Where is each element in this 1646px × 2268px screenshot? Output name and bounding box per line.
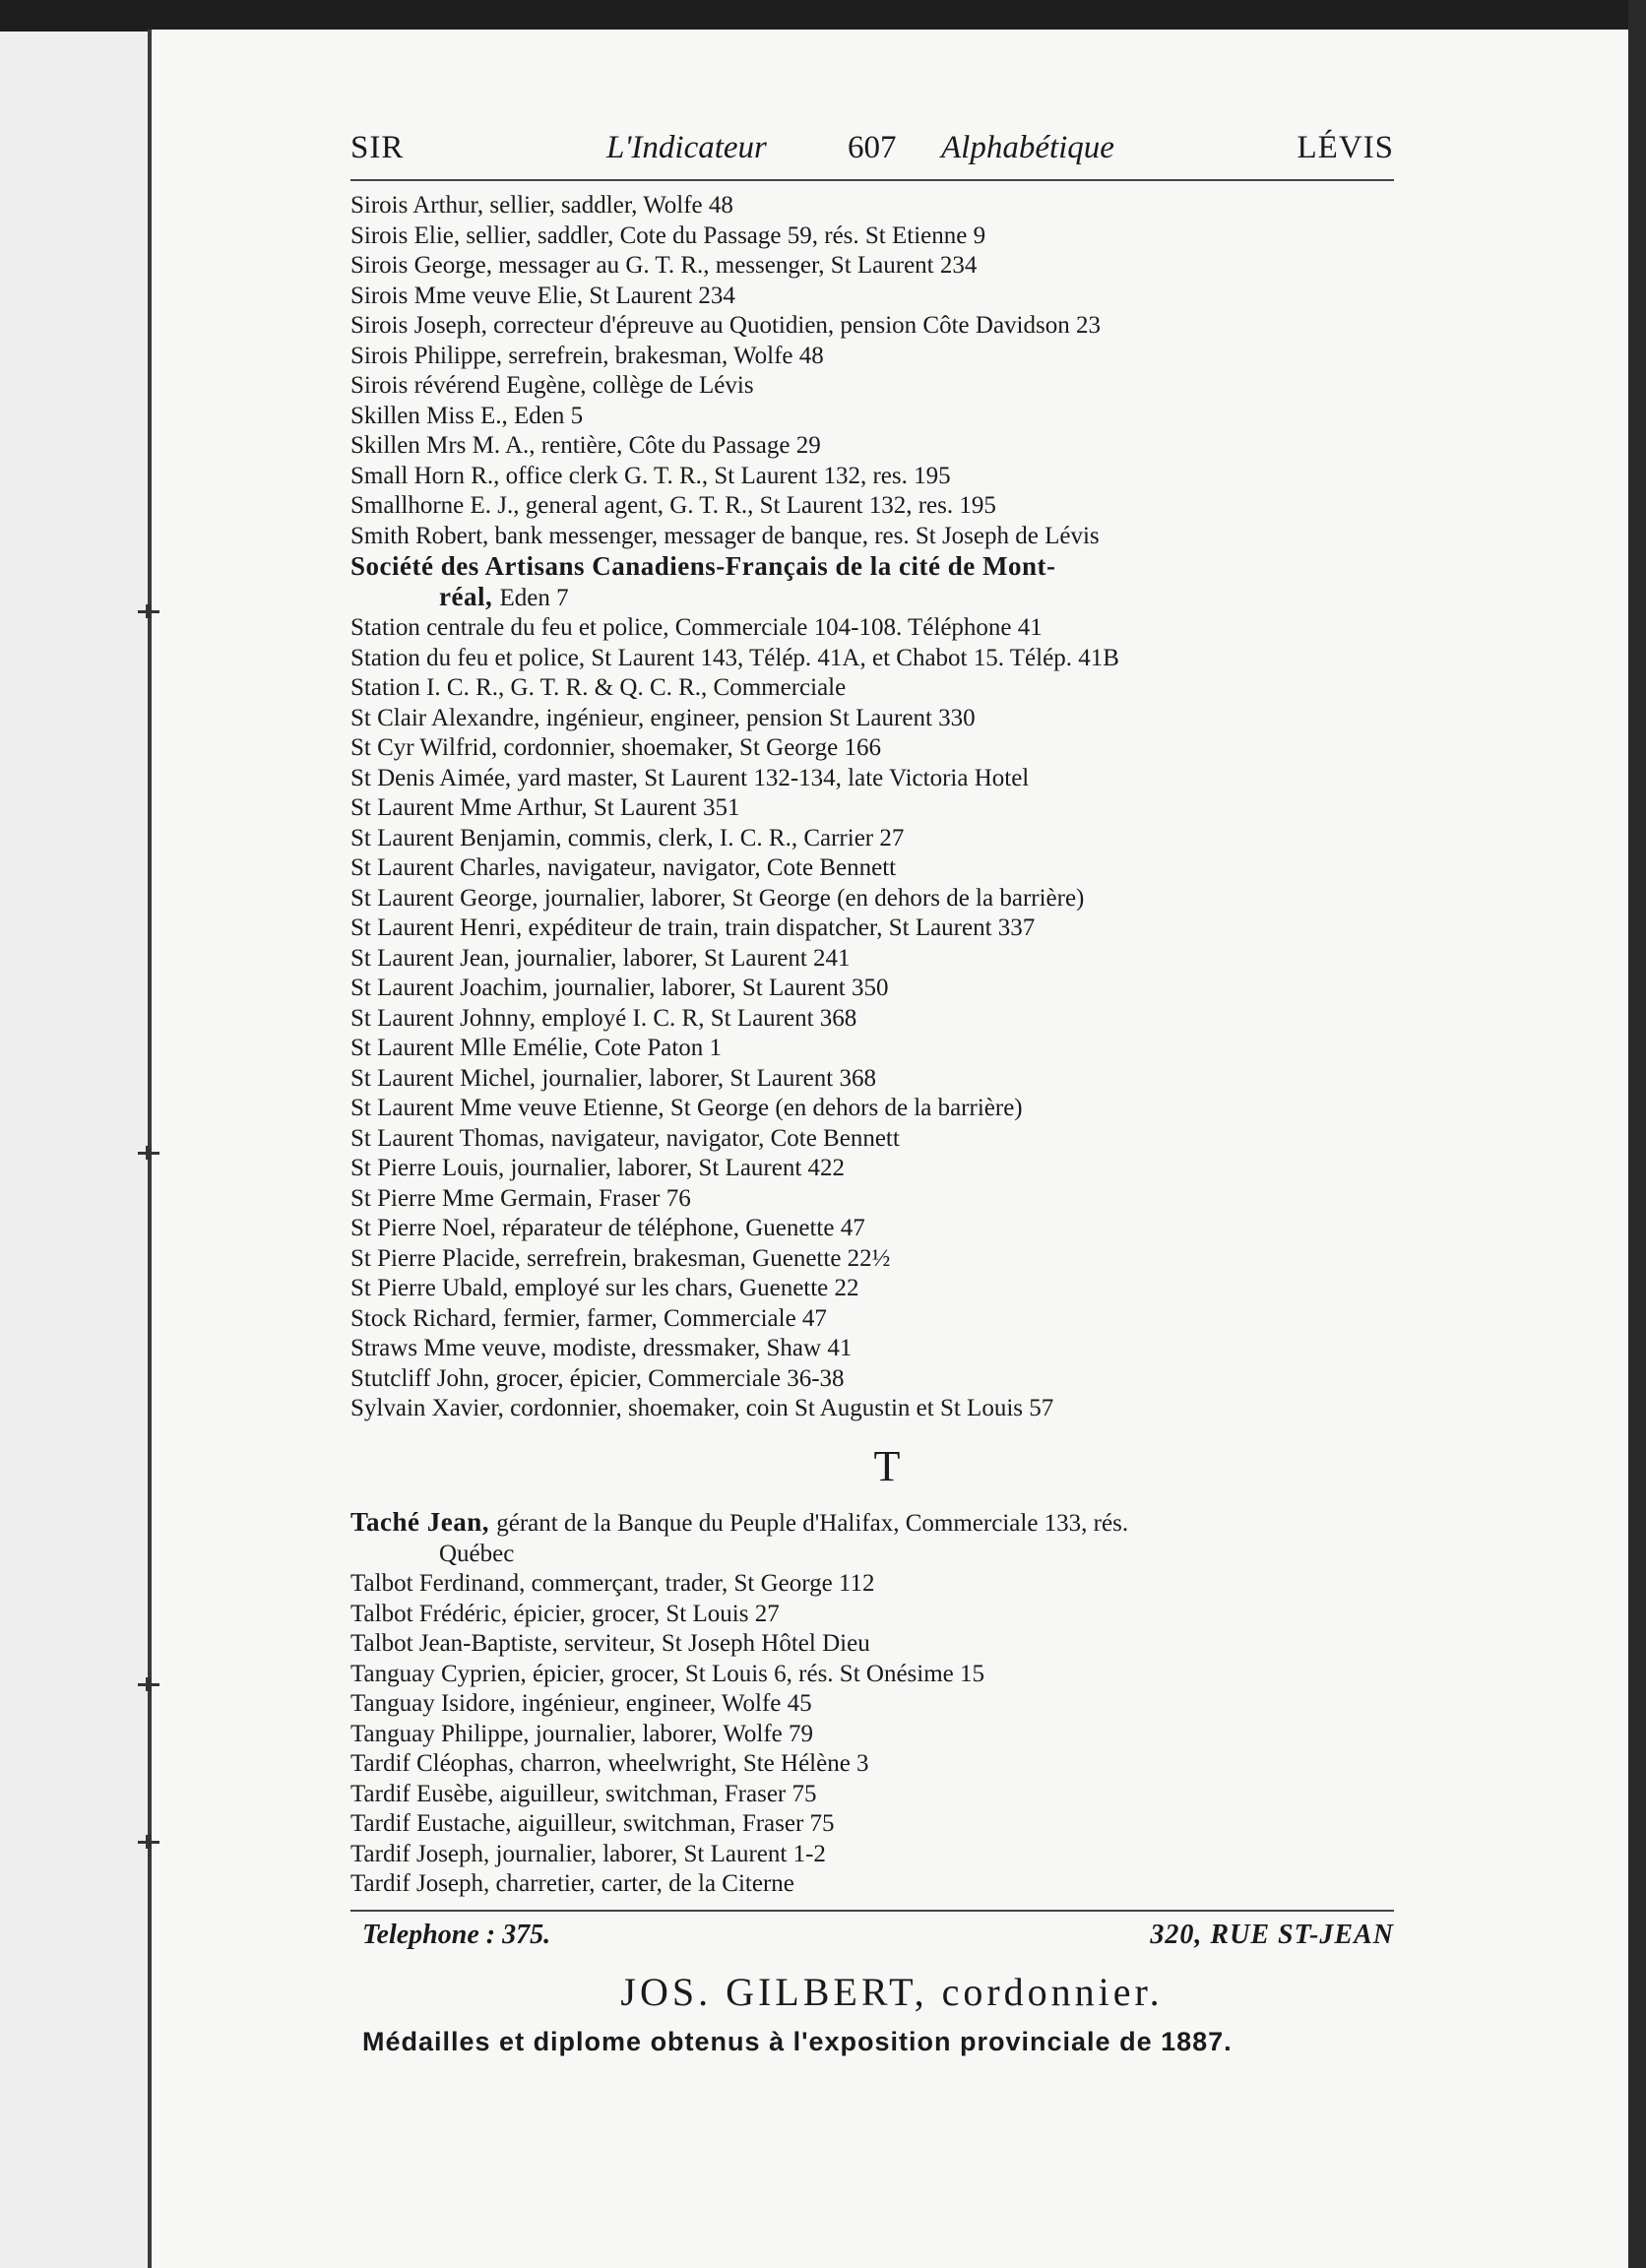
directory-entry: Station centrale du feu et police, Commerciale 104-108. Téléphone 41 [350, 614, 1043, 641]
directory-entry: Sirois Joseph, correcteur d'épreuve au Quotidien, pension Côte Davidson 23 [350, 312, 1101, 339]
directory-entry: Skillen Miss E., Eden 5 [350, 402, 584, 429]
directory-entry: Tanguay Cyprien, épicier, grocer, St Louis 6, rés. St Onésime 15 [350, 1660, 985, 1687]
directory-entry: Sirois Philippe, serrefrein, brakesman, Wolfe 48 [350, 342, 824, 369]
entries-list-s2 [350, 613, 1394, 1424]
entries-list-t [350, 1569, 1394, 1900]
directory-entry: Tardif Joseph, charretier, carter, de la Citerne [350, 1870, 794, 1897]
directory-entry: St Laurent Mme veuve Etienne, St George (en dehors de la barrière) [350, 1095, 1023, 1121]
running-header [350, 126, 1394, 181]
directory-entry: Sirois Mme veuve Elie, St Laurent 234 [350, 282, 735, 309]
directory-entry: Tardif Joseph, journalier, laborer, St Laurent 1-2 [350, 1840, 826, 1867]
header-title: L'Indicateur [606, 130, 767, 165]
directory-entry: St Laurent Charles, navigateur, navigator, Cote Bennett [350, 854, 897, 881]
directory-entry: Talbot Jean-Baptiste, serviteur, St Joseph Hôtel Dieu [350, 1630, 870, 1657]
directory-entry: Tardif Eusèbe, aiguilleur, switchman, Fraser 75 [350, 1780, 817, 1807]
directory-entry: St Laurent Mlle Emélie, Cote Paton 1 [350, 1035, 723, 1061]
header-left: SIR [350, 130, 405, 165]
tache-name: Taché Jean, [350, 1507, 490, 1537]
directory-entry: Sirois révérend Eugène, collège de Lévis [350, 372, 754, 399]
entry-societe-line2 [350, 582, 1394, 614]
directory-entry: Sirois Elie, sellier, saddler, Cote du Passage 59, rés. St Etienne 9 [350, 221, 986, 249]
societe-name-1: Société des Artisans Canadiens-Français de la cité de Mont- [350, 551, 1056, 581]
directory-entry: St Cyr Wilfrid, cordonnier, shoemaker, St George 166 [350, 734, 882, 761]
societe-address: Eden 7 [499, 584, 569, 611]
tache-continued: Québec [439, 1540, 515, 1567]
directory-entry: St Laurent Joachim, journalier, laborer, St Laurent 350 [350, 975, 889, 1001]
directory-entries [350, 191, 1394, 1900]
scan-right-edge [1628, 0, 1646, 2268]
advert-phone: Telephone : 375. [362, 1919, 551, 1950]
directory-entry: Stock Richard, fermier, farmer, Commerciale 47 [350, 1304, 827, 1332]
directory-entry: Tardif Eustache, aiguilleur, switchman, Fraser 75 [350, 1810, 835, 1837]
entry-tache-continued [350, 1540, 1394, 1570]
directory-entry: St Laurent Johnny, employé I. C. R, St Laurent 368 [350, 1004, 857, 1032]
directory-entry: Talbot Ferdinand, commerçant, trader, St George 112 [350, 1570, 875, 1597]
directory-entry: St Clair Alexandre, ingénieur, engineer, pension St Laurent 330 [350, 704, 976, 731]
section-letter: T [873, 1441, 901, 1490]
page-content [350, 126, 1394, 2057]
directory-entry: Stutcliff John, grocer, épicier, Commerciale 36-38 [350, 1364, 845, 1392]
binding-stitch [138, 1683, 159, 1686]
header-right: LÉVIS [1297, 130, 1394, 165]
directory-entry: St Pierre Ubald, employé sur les chars, Guenette 22 [350, 1275, 859, 1301]
entry-societe-line1 [350, 551, 1394, 582]
directory-entry: Straws Mme veuve, modiste, dressmaker, Shaw 41 [350, 1335, 853, 1361]
binding-stitch [138, 1152, 159, 1155]
directory-entry: St Pierre Louis, journalier, laborer, St Laurent 422 [350, 1155, 846, 1181]
directory-entry: Station I. C. R., G. T. R. & Q. C. R., Commerciale [350, 674, 847, 701]
directory-entry: St Laurent Benjamin, commis, clerk, I. C. R., Carrier 27 [350, 824, 905, 851]
directory-entry: Small Horn R., office clerk G. T. R., St Laurent 132, res. 195 [350, 462, 951, 489]
directory-entry: Talbot Frédéric, épicier, grocer, St Louis 27 [350, 1600, 780, 1627]
directory-entry: Tardif Cléophas, charron, wheelwright, Ste Hélène 3 [350, 1750, 869, 1777]
header-subtitle: Alphabétique [941, 130, 1114, 165]
directory-entry: Tanguay Philippe, journalier, laborer, Wolfe 79 [350, 1720, 814, 1747]
scan-top-edge [0, 0, 1646, 32]
directory-entry: St Denis Aimée, yard master, St Laurent 132-134, late Victoria Hotel [350, 764, 1030, 791]
directory-entry: Smith Robert, bank messenger, messager de banque, res. St Joseph de Lévis [350, 522, 1100, 549]
directory-entry: St Laurent Mme Arthur, St Laurent 351 [350, 794, 740, 821]
directory-entry: St Pierre Mme Germain, Fraser 76 [350, 1184, 691, 1212]
directory-entry: St Laurent George, journalier, laborer, St George (en dehors de la barrière) [350, 884, 1085, 912]
directory-entry: St Pierre Noel, réparateur de téléphone, Guenette 47 [350, 1215, 865, 1241]
directory-entry: St Laurent Michel, journalier, laborer, St Laurent 368 [350, 1064, 876, 1092]
directory-entry: Sirois Arthur, sellier, saddler, Wolfe 48 [350, 192, 733, 219]
directory-entry: Tanguay Isidore, ingénieur, engineer, Wolfe 45 [350, 1690, 812, 1717]
directory-entry: Sylvain Xavier, cordonnier, shoemaker, coin St Augustin et St Louis 57 [350, 1395, 1054, 1421]
directory-entry: St Laurent Thomas, navigateur, navigator, Cote Bennett [350, 1124, 900, 1152]
directory-entry: Smallhorne E. J., general agent, G. T. R., St Laurent 132, res. 195 [350, 492, 996, 519]
page-number: 607 [848, 130, 897, 165]
societe-name-2: réal, [439, 581, 493, 611]
binding-stitch [138, 610, 159, 613]
advert-medals: Médailles et diplome obtenus à l'exposition provinciale de 1887. [362, 2026, 1233, 2056]
directory-entry: Sirois George, messager au G. T. R., messenger, St Laurent 234 [350, 252, 978, 279]
directory-entry: St Laurent Jean, journalier, laborer, St Laurent 241 [350, 944, 851, 972]
advert-address: 320, RUE ST-JEAN [1150, 1919, 1394, 1950]
advertisement [350, 1910, 1394, 2057]
directory-entry: St Laurent Henri, expéditeur de train, train dispatcher, St Laurent 337 [350, 914, 1036, 941]
advert-contact-line [350, 1912, 1394, 1955]
directory-entry: St Pierre Placide, serrefrein, brakesman, Guenette 22½ [350, 1244, 891, 1272]
binding-stitch [138, 1841, 159, 1844]
directory-entry: Skillen Mrs M. A., rentière, Côte du Passage 29 [350, 432, 821, 459]
tache-detail: gérant de la Banque du Peuple d'Halifax, Commerciale 133, rés. [496, 1510, 1129, 1537]
directory-entry: Station du feu et police, St Laurent 143, Télép. 41A, et Chabot 15. Télép. 41B [350, 644, 1119, 671]
entry-tache [350, 1507, 1394, 1540]
advert-name: JOS. GILBERT, cordonnier. [620, 1969, 1164, 2014]
entries-list-s [350, 191, 1394, 551]
